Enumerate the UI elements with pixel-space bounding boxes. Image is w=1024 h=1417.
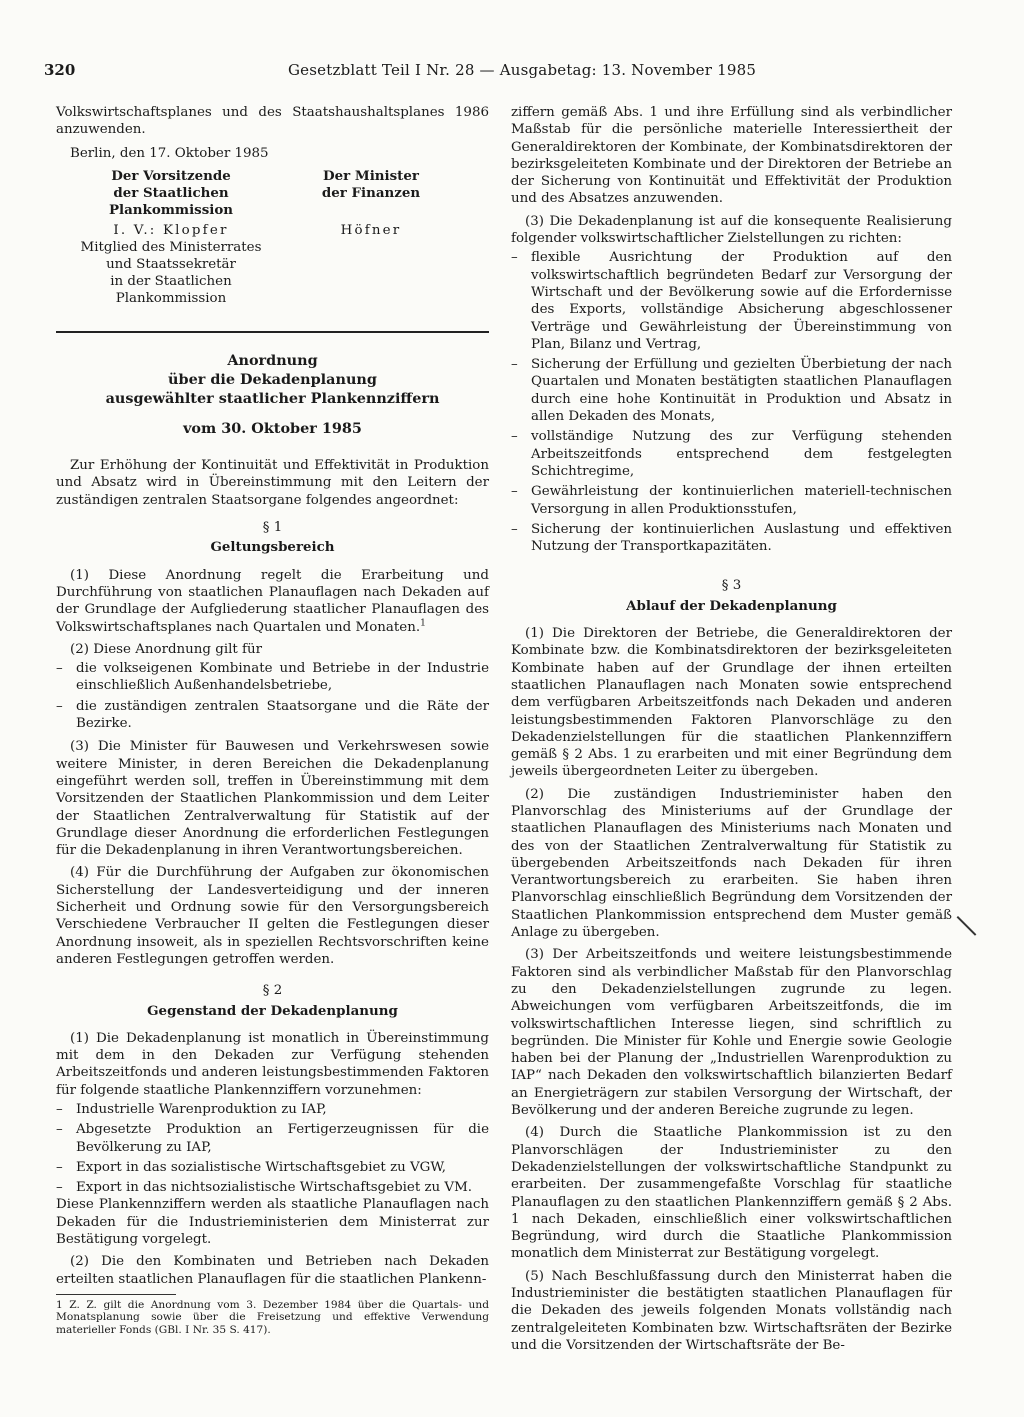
list-item: – Export in das nichtsozialistische Wirtschaftsgebiet zu VM. <box>56 1179 489 1196</box>
section-1-title: Geltungsbereich <box>210 539 335 556</box>
s1-p1-text: (1) Diese Anordnung regelt die Erarbeitung und Durchführung von staatlichen Planauflagen nach Dekaden auf der Grundlage der Aufgliederung staatlicher Planauflagen des Volkswirtschaftsplanes nach Quartalen und Monaten. <box>56 567 489 635</box>
signature-block <box>56 168 489 307</box>
footnote-mark: 1 <box>420 618 426 629</box>
s1-paragraph-3: (3) Die Minister für Bauwesen und Verkehrswesen sowie weitere Minister, in deren Bereichen die Dekadenplanung eingeführt werden soll, treffen in Übereinstimmung mit dem Vorsitzenden der Staatlichen Plankommission und dem Leiter der Staatlichen Zentralverwaltung für Statistik auf der Grundlage dieser Anordnung die erforderlichen Festlegungen für die Dekadenplanung in ihren Verantwortungsbereichen. <box>56 739 489 859</box>
s2-after-list: Diese Plankennziffern werden als staatliche Planauflagen nach Dekaden für die Industrieministerien dem Ministerrat zur Bestätigung vorgelegt. <box>56 1197 489 1248</box>
s3-paragraph-1: (1) Die Direktoren der Betriebe, die Generaldirektoren der Kombinate bzw. die Kombinatsdirektoren der bezirksgeleiteten Kombinate haben auf der Grundlage der ihnen erteilten staatlichen Planauflagen nach Monaten sowie entsprechend dem verfügbaren Arbeitszeitfonds nach Dekaden und anderen leistungsbestimmenden Faktoren Planvorschläge zu den Dekadenzielstellungen für die staatlichen Plankennziffern gemäß § 2 Abs. 1 zu erarbeiten und mit einer Begründung dem jeweils übergeordneten Leiter zu übergeben. <box>511 626 952 780</box>
title-line: ausgewählter staatlicher Plankennziffern <box>105 389 440 407</box>
sig1-role-line: Mitglied des Ministerrates <box>80 239 262 255</box>
title-line: über die Dekadenplanung <box>168 370 377 388</box>
sig1-title-line: Plankommission <box>108 201 234 218</box>
s2-paragraph-2: (2) Die den Kombinaten und Betrieben nach Dekaden erteilten staatlichen Planauflagen für die staatlichen Plankenn- <box>56 1254 489 1287</box>
sig2-name: Höfner <box>340 222 402 238</box>
sig2-title-line: der Finanzen <box>321 184 421 201</box>
s1-paragraph-2: (2) Diese Anordnung gilt für <box>70 641 263 657</box>
section-3-number: § 3 <box>721 578 742 594</box>
s1-paragraph-4: (4) Für die Durchführung der Aufgaben zur ökonomischen Sicherstellung der Landesverteidigung und der inneren Sicherheit und Ordnung sowie für den Versorgungsbereich Verschiedene Verbraucher II gelten die Festlegungen dieser Anordnung insoweit, als in speziellen Rechtsvorschriften keine anderen Festlegungen getroffen werden. <box>56 865 489 967</box>
continued-paragraph: ziffern gemäß Abs. 1 und ihre Erfüllung sind als verbindlicher Maßstab für die persönliche materielle Interessiertheit der Generaldirektoren der Kombinate, der Kombinatsdirektoren der bezirksgeleiteten Kombinate und der Direktoren der Betriebe an der Sicherung von Kontinuität und Effektivität der Produktion und des Absatzes anzuwenden. <box>511 105 952 207</box>
sig1-role-line: Plankommission <box>115 290 227 306</box>
s1-paragraph-1 <box>56 567 489 636</box>
left-column <box>56 104 489 1336</box>
sig1-title-line: Der Vorsitzende <box>111 167 231 184</box>
signature-planning-commission <box>56 168 286 307</box>
ordinance-date: vom 30. Oktober 1985 <box>183 419 362 437</box>
list-item: – Export in das sozialistische Wirtschaftsgebiet zu VGW, <box>56 1159 489 1176</box>
ordinance-title <box>56 351 489 408</box>
s3-paragraph-2: (2) Die zuständigen Industrieminister haben den Planvorschlag des Ministeriums auf der Grundlage der staatlichen Planauflagen des Ministeriums nach Monaten und des von der Staatlichen Zentralverwaltung für Statistik zu übergebenden Arbeitszeitfonds nach Dekaden für ihren Verantwortungsbereich zu erarbeiten. Sie haben ihren Planvorschlag einschließlich Begründung dem Vorsitzenden der Staatlichen Plankommission entsprechend dem Muster gemäß Anlage zu übergeben. <box>511 786 952 941</box>
s2-paragraph-3: (3) Die Dekadenplanung ist auf die konsequente Realisierung folgender volkswirtschaftlicher Zielstellungen zu richten: <box>511 213 952 247</box>
footnote-rule <box>56 1294 176 1295</box>
section-3-title: Ablauf der Dekadenplanung <box>626 597 837 614</box>
section-1-number: § 1 <box>262 520 283 536</box>
list-item: – Gewährleistung der kontinuierlichen materiell-technischen Versorgung in allen Produktionsstufen, <box>511 483 952 518</box>
signature-finance-minister <box>286 168 456 307</box>
list-item: – flexible Ausrichtung der Produktion auf den volkswirtschaftlich begründeten Bedarf zur Versorgung der Wirtschaft und der Bevölkerung sowie auf die Erfordernisse des Exports, vollständige Absicherung abgeschlossener Verträge und Gewährleistung der Übereinstimmung von Plan, Bilanz und Vertrag, <box>511 249 952 353</box>
list-item: – Sicherung der Erfüllung und gezielten Überbietung der nach Quartalen und Monaten bestätigten staatlichen Planauflagen durch eine hohe Kontinuität in Produktion und Absatz in allen Dekaden des Monats, <box>511 356 952 425</box>
section-divider <box>56 331 489 333</box>
intro-paragraph: Volkswirtschaftsplanes und des Staatshaushaltsplanes 1986 anzuwenden. <box>56 105 489 138</box>
list-item: – Industrielle Warenproduktion zu IAP, <box>56 1101 489 1118</box>
running-head: Gesetzblatt Teil I Nr. 28 — Ausgabetag: 13. November 1985 <box>288 61 757 79</box>
page-header <box>44 62 960 84</box>
margin-stroke <box>957 916 977 936</box>
sig1-title-line: der Staatlichen <box>113 184 229 201</box>
page-number: 320 <box>44 61 76 79</box>
sig1-name: I. V.: Klopfer <box>113 222 229 238</box>
s2-paragraph-1: (1) Die Dekadenplanung ist monatlich in Übereinstimmung mit dem in den Dekaden zur Verfügung stehenden Arbeitszeitfonds und anderen leistungsbestimmenden Faktoren für folgende staatliche Plankennziffern vorzunehmen: <box>56 1030 489 1098</box>
place-date: Berlin, den 17. Oktober 1985 <box>70 145 269 161</box>
right-column <box>511 104 952 1359</box>
s3-paragraph-4: (4) Durch die Staatliche Plankommission ist zu den Planvorschlägen der Industrieminister zu den Dekadenzielstellungen der volkswirtschaftliche Standpunkt zu erarbeiten. Der zusammengefaßte Vorschlag für staatliche Planauflagen zu den staatlichen Plankennziffern gemäß § 2 Abs. 1 nach Dekaden, einschließlich einer volkswirtschaftlichen Begründung, wird durch die Staatliche Plankommission monatlich dem Ministerrat zur Bestätigung vorgelegt. <box>511 1125 952 1262</box>
list-item: – Abgesetzte Produktion an Fertigerzeugnissen für die Bevölkerung zu IAP, <box>56 1121 489 1156</box>
s3-paragraph-3: (3) Der Arbeitszeitfonds und weitere leistungsbestimmende Faktoren sind als verbindlicher Maßstab für den Planvorschlag zu den Dekadenzielstellungen zugrunde zu legen. Abweichungen vom verfügbaren Arbeitszeitfonds, die im volkswirtschaftlichen Interesse liegen, sind schriftlich zu begründen. Die Minister für Kohle und Energie sowie Geologie haben bei der Planung der „Industriellen Warenproduktion zu IAP“ nach Dekaden den volkswirtschaftlich bilanzierten Bedarf an Energieträgern zur stabilen Versorgung der Wirtschaft, der Bevölkerung und der anderen Bereiche zugrunde zu legen. <box>511 947 952 1119</box>
list-item: – vollständige Nutzung des zur Verfügung stehenden Arbeitszeitfonds entsprechend dem festgelegten Schichtregime, <box>511 428 952 480</box>
sig2-title-line: Der Minister <box>323 167 419 184</box>
sig1-role-line: in der Staatlichen <box>110 273 232 289</box>
sig1-role-line: und Staatssekretär <box>106 256 236 272</box>
section-2-title: Gegenstand der Dekadenplanung <box>147 1002 398 1019</box>
list-item: – die zuständigen zentralen Staatsorgane und die Räte der Bezirke. <box>56 698 489 733</box>
list-item: – die volkseigenen Kombinate und Betriebe in der Industrie einschließlich Außenhandelsbetriebe, <box>56 660 489 695</box>
footnote: 1 Z. Z. gilt die Anordnung vom 3. Dezember 1984 über die Quartals- und Monatsplanung sowie über die Freisetzung und effektive Verwendung materieller Fonds (GBl. I Nr. 35 S. 417). <box>56 1298 489 1336</box>
title-line: Anordnung <box>227 351 318 369</box>
s3-paragraph-5: (5) Nach Beschlußfassung durch den Ministerrat haben die Industrieminister die bestätigten staatlichen Planauflagen für die Dekaden des jeweils folgenden Monats vollständig nach zentralgeleiteten Kombinaten bzw. Wirtschaftsräten der Bezirke und die Vorsitzenden der Wirtschaftsräte der Be- <box>511 1268 952 1353</box>
preamble: Zur Erhöhung der Kontinuität und Effektivität in Produktion und Absatz wird in Übereinstimmung mit den Leitern der zuständigen zentralen Staatsorgane folgendes angeordnet: <box>56 458 489 508</box>
list-item: – Sicherung der kontinuierlichen Auslastung und effektiven Nutzung der Transportkapazitäten. <box>511 521 952 556</box>
section-2-number: § 2 <box>262 983 283 999</box>
